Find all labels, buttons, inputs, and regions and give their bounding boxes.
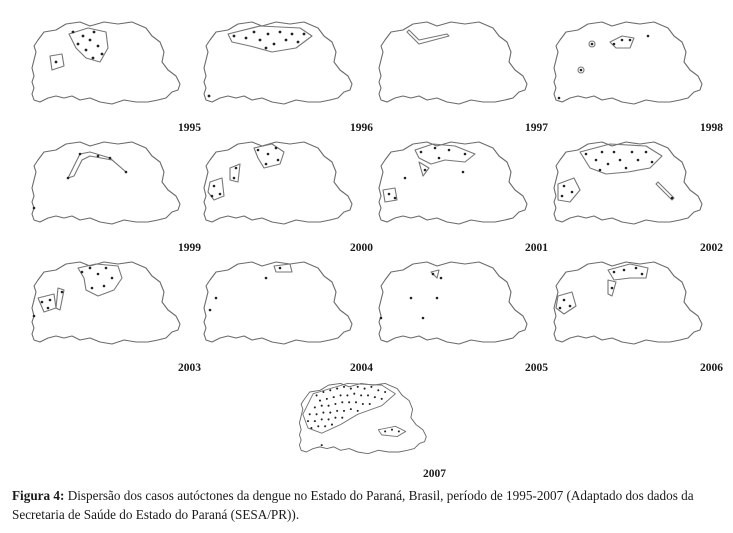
parana-map-2005 (375, 258, 550, 363)
parana-map-2006 (550, 258, 725, 363)
caption-label: Figura 4: (12, 488, 65, 503)
map-panel-1995 (28, 18, 203, 138)
map-panel-2004 (200, 258, 375, 378)
year-label: 2003 (178, 362, 201, 374)
year-label: 1998 (700, 122, 723, 134)
year-label: 2006 (700, 362, 723, 374)
parana-map-1998 (550, 18, 725, 123)
map-panel-2006 (550, 258, 725, 378)
parana-map-1999 (28, 138, 203, 243)
parana-map-2001 (375, 138, 550, 243)
parana-map-1995 (28, 18, 203, 123)
map-panel-2000 (200, 138, 375, 258)
parana-map-1996 (200, 18, 375, 123)
year-label: 2005 (525, 362, 548, 374)
parana-map-2004 (200, 258, 375, 363)
year-label: 2001 (525, 242, 548, 254)
year-label: 2002 (700, 242, 723, 254)
caption-text: Dispersão dos casos autóctones da dengue no Estado do Paraná, Brasil, período de 1995-2007 (Adaptado dos dados da Secretaria de Saúde do Estado do Paraná (SESA/PR)). (12, 488, 694, 522)
map-panel-1996 (200, 18, 375, 138)
year-label: 2004 (350, 362, 373, 374)
parana-map-2007 (296, 380, 446, 470)
map-panel-1997 (375, 18, 550, 138)
map-panel-2002 (550, 138, 725, 258)
map-panel-2005 (375, 258, 550, 378)
year-label: 1995 (178, 122, 201, 134)
map-panel-2001 (375, 138, 550, 258)
year-label: 1996 (350, 122, 373, 134)
map-panel-2003 (28, 258, 203, 378)
parana-map-2002 (550, 138, 725, 243)
year-label: 2000 (350, 242, 373, 254)
parana-map-1997 (375, 18, 550, 123)
figure-caption (12, 486, 722, 524)
year-label: 1997 (525, 122, 548, 134)
map-panel-2007 (296, 380, 446, 500)
year-label: 2007 (423, 468, 446, 480)
year-label: 1999 (178, 242, 201, 254)
map-panel-1999 (28, 138, 203, 258)
parana-map-2003 (28, 258, 203, 363)
map-panel-1998 (550, 18, 725, 138)
parana-map-2000 (200, 138, 375, 243)
